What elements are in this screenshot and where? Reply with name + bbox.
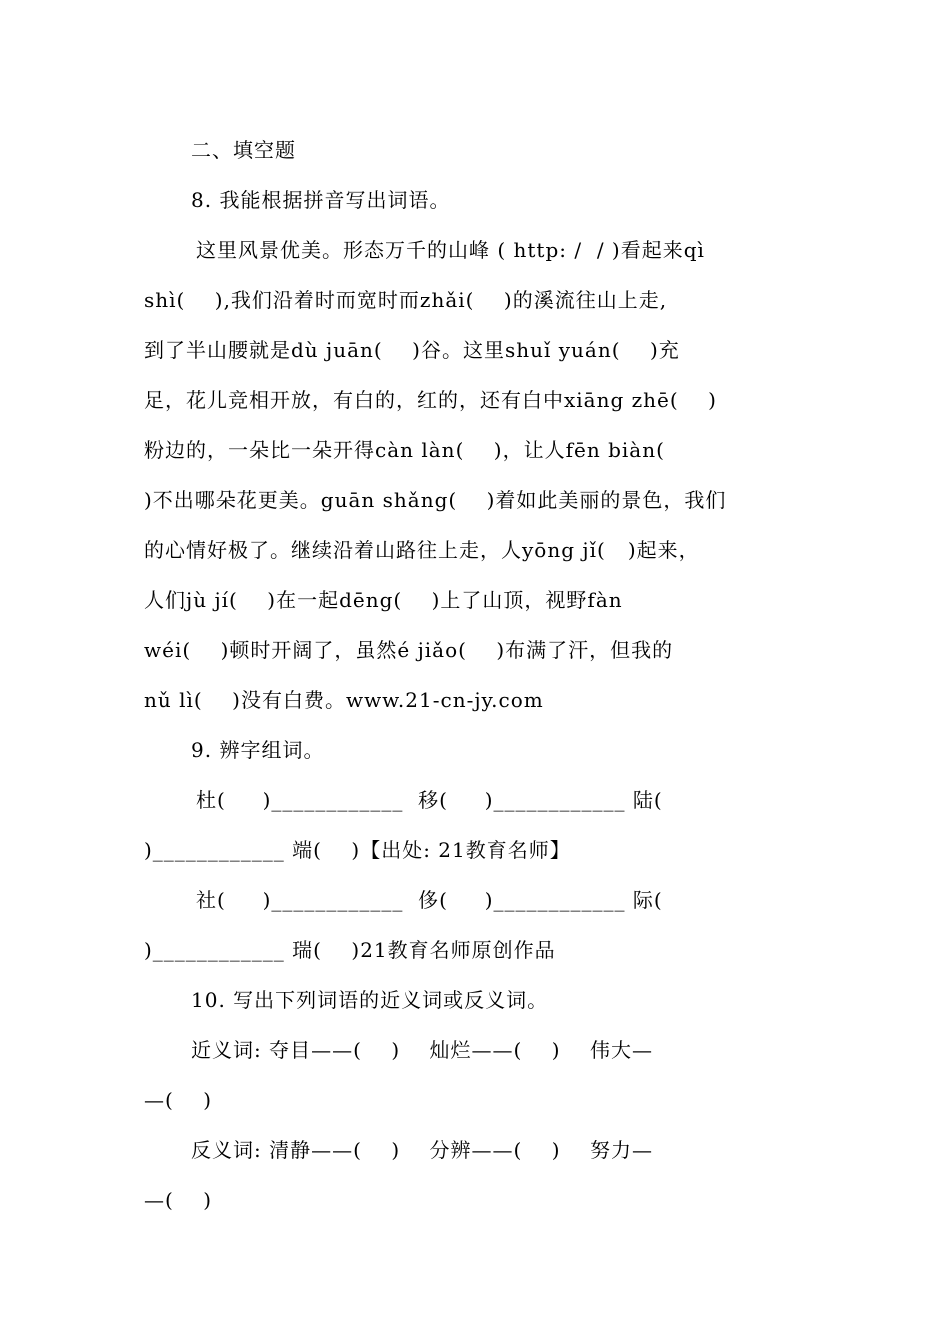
question-8-line: nǔ lì( )没有白费。www.21-cn-jy.com xyxy=(144,688,544,712)
question-8-line: )不出哪朵花更美。guān shǎng( )着如此美丽的景色，我们 xyxy=(144,488,727,512)
question-10-title: 10. 写出下列词语的近义词或反义词。 xyxy=(191,988,549,1012)
question-8-line: 粉边的，一朵比一朵开得càn làn( )，让人fēn biàn( xyxy=(144,438,665,462)
question-8-line: 足，花儿竞相开放，有白的，红的，还有白中xiāng zhē( ) xyxy=(144,388,717,412)
question-8-line: 的心情好极了。继续沿着山路往上走，人yōng jǐ( )起来， xyxy=(144,538,700,562)
question-10-line: —( ) xyxy=(144,1188,213,1212)
question-8-line: 这里风景优美。形态万千的山峰 ( http: / / )看起来qì xyxy=(196,238,705,262)
question-10-line: 反义词: 清静——( ) 分辨——( ) 努力— xyxy=(191,1138,654,1162)
question-9-line: 杜( )____________ 移( )____________ 陆( xyxy=(196,788,663,812)
question-8-line: wéi( )顿时开阔了，虽然é jiǎo( )布满了汗，但我的 xyxy=(144,638,674,662)
question-8-line: 人们jù jí( )在一起dēng( )上了山顶，视野fàn xyxy=(144,588,623,612)
question-9-title: 9. 辨字组词。 xyxy=(191,738,325,762)
section-title: 二、填空题 xyxy=(191,138,296,162)
question-8-line: 到了半山腰就是dù juān( )谷。这里shuǐ yuán( )充 xyxy=(144,338,680,362)
question-9-line: 社( )____________ 侈( )____________ 际( xyxy=(196,888,663,912)
question-8-title: 8. 我能根据拼音写出词语。 xyxy=(191,188,451,212)
question-8-line: shì( ),我们沿着时而宽时而zhǎi( )的溪流往山上走, xyxy=(144,288,668,312)
question-9-line: )____________ 端( )【出处: 21教育名师】 xyxy=(144,838,571,862)
question-10-line: —( ) xyxy=(144,1088,213,1112)
question-10-line: 近义词: 夺目——( ) 灿烂——( ) 伟大— xyxy=(191,1038,654,1062)
question-9-line: )____________ 瑞( )21教育名师原创作品 xyxy=(144,938,556,962)
